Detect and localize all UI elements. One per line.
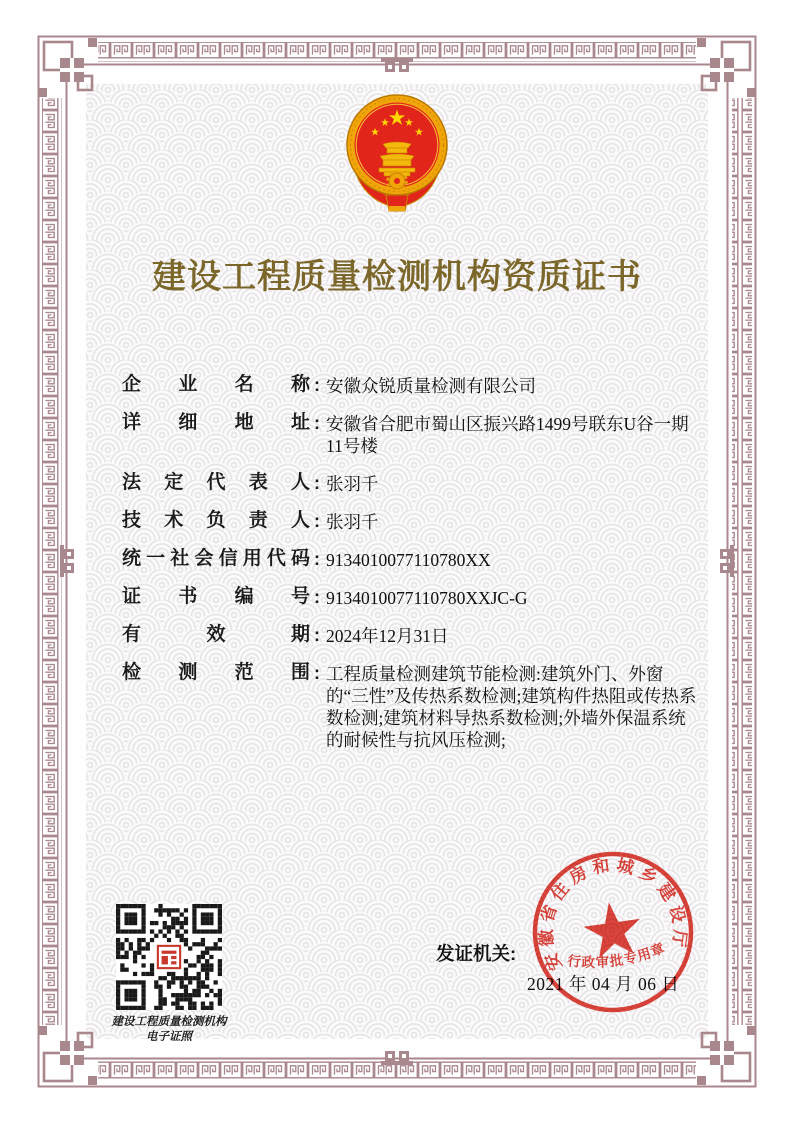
field-colon: : xyxy=(314,625,320,645)
field-row xyxy=(122,374,702,397)
field-value: 张羽千 xyxy=(326,512,379,532)
qr-block xyxy=(104,904,234,1045)
field-value: 安徽众锐质量检测有限公司 xyxy=(326,376,536,396)
field-label: 有效期 xyxy=(122,624,310,645)
official-seal xyxy=(506,825,721,1040)
field-colon: : xyxy=(314,663,320,683)
field-label: 企业名称 xyxy=(122,374,310,395)
qr-caption-line1: 建设工程质量检测机构 xyxy=(111,1016,227,1028)
field-row xyxy=(122,510,702,533)
issue-date: 2021 年 04 月 06 日 xyxy=(527,974,680,994)
field-colon: : xyxy=(314,413,320,433)
field-row xyxy=(122,624,702,647)
field-label: 技术负责人 xyxy=(122,510,310,531)
field-colon: : xyxy=(314,473,320,493)
fields-list xyxy=(122,374,702,766)
field-colon: : xyxy=(314,549,320,569)
field-label: 详细地址 xyxy=(122,412,310,433)
field-row xyxy=(122,412,702,457)
field-row xyxy=(122,548,702,571)
field-colon: : xyxy=(314,587,320,607)
field-row xyxy=(122,586,702,609)
field-label: 检测范围 xyxy=(122,662,310,683)
field-row xyxy=(122,472,702,495)
field-value: 工程质量检测建筑节能检测:建筑外门、外窗的“三性”及传热系数检测;建筑构件热阻或传热系数检测;建筑材料导热系数检测;外墙外保温系统的耐候性与抗风压检测; xyxy=(326,664,697,750)
field-label: 证书编号 xyxy=(122,586,310,607)
field-value: 9134010077110780XX xyxy=(326,550,491,570)
field-colon: : xyxy=(314,375,320,395)
field-value: 安徽省合肥市蜀山区振兴路1499号联东U谷一期11号楼 xyxy=(326,414,689,456)
field-colon: : xyxy=(314,511,320,531)
qr-caption xyxy=(104,1015,234,1045)
qr-center-logo-icon xyxy=(155,943,183,971)
field-value: 9134010077110780XXJC-G xyxy=(326,588,528,608)
qr-caption-line2: 电子证照 xyxy=(146,1031,192,1043)
field-label: 法定代表人 xyxy=(122,472,310,493)
field-value: 张羽千 xyxy=(326,474,379,494)
issuing-authority-label: 发证机关: xyxy=(436,943,517,964)
field-label: 统一社会信用代码 xyxy=(122,548,310,569)
seal-caption-text: 行政审批专用章 xyxy=(566,940,668,971)
certificate-title: 建设工程质量检测机构资质证书 xyxy=(152,258,642,296)
national-emblem-icon xyxy=(339,92,455,216)
seal-org-text: 安徽省住房和城乡建设厅 xyxy=(536,855,690,974)
qr-code xyxy=(116,904,222,1010)
field-value: 2024年12月31日 xyxy=(326,626,449,646)
field-row xyxy=(122,662,702,751)
